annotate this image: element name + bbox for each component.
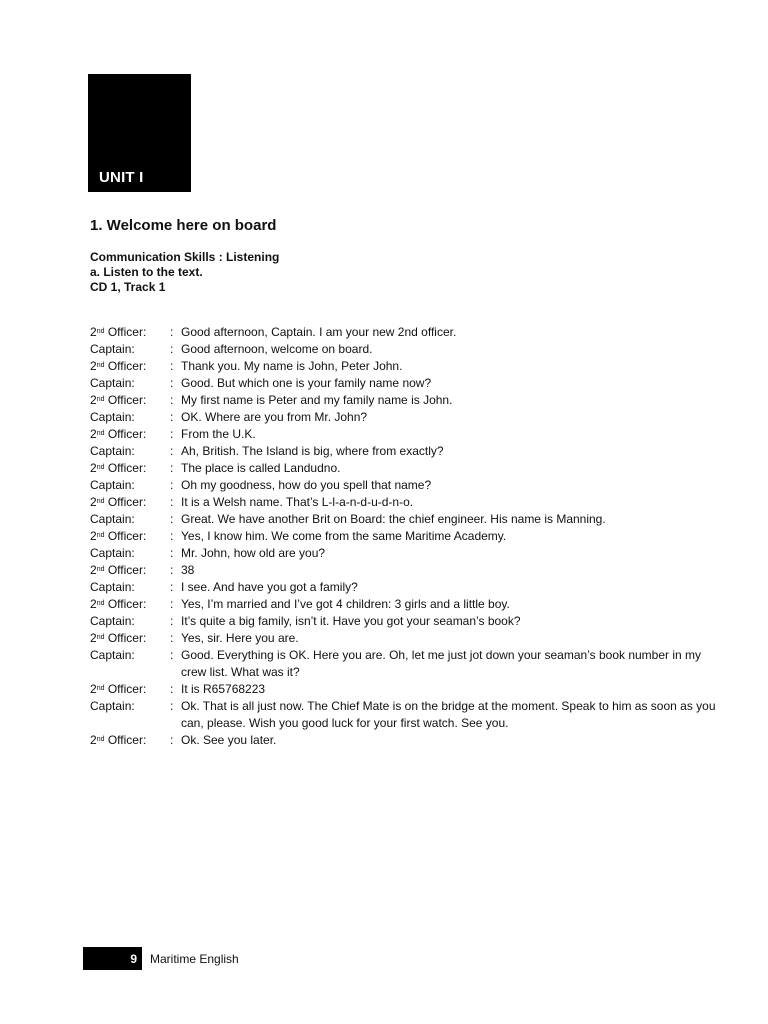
- dialogue-line: [90, 596, 720, 613]
- speaker-separator: :: [170, 325, 174, 339]
- speaker-separator: :: [170, 682, 174, 696]
- dialogue-text: Good. But which one is your family name now?: [181, 376, 432, 390]
- speaker-label: Captain:: [90, 580, 135, 594]
- dialogue-text: 38: [181, 563, 195, 577]
- dialogue-line: [90, 562, 720, 579]
- speaker-separator: :: [170, 359, 174, 373]
- speaker-separator: :: [170, 427, 174, 441]
- dialogue-text: Ok. That is all just now. The Chief Mate is on the bridge at the moment. Speak to him as soon as you can, please. Wish you good luck for your first watch. See you.: [181, 699, 716, 730]
- dialogue-text: From the U.K.: [181, 427, 256, 441]
- speaker-label: Captain:: [90, 614, 135, 628]
- dialogue-text: It is a Welsh name. That’s L-l-a-n-d-u-d-n-o.: [181, 495, 414, 509]
- dialogue-line: [90, 341, 720, 358]
- dialogue-text: Ah, British. The Island is big, where from exactly?: [181, 444, 444, 458]
- speaker-separator: :: [170, 648, 174, 662]
- unit-banner: [88, 74, 191, 192]
- dialogue-line: [90, 732, 720, 749]
- speaker-label: Captain:: [90, 444, 135, 458]
- sub-heading-communication: Communication Skills : Listening: [90, 250, 280, 264]
- speaker-separator: :: [170, 529, 174, 543]
- speaker-separator: :: [170, 546, 174, 560]
- dialogue-line: [90, 426, 720, 443]
- speaker-label: 2nd Officer:: [90, 461, 147, 475]
- dialogue-line: [90, 511, 720, 528]
- dialogue-text: Thank you. My name is John, Peter John.: [181, 359, 403, 373]
- speaker-label: 2nd Officer:: [90, 529, 147, 543]
- dialogue-text: Good. Everything is OK. Here you are. Oh, let me just jot down your seaman’s book number in my crew list. What was it?: [181, 648, 702, 679]
- speaker-label: Captain:: [90, 546, 135, 560]
- sub-heading-instruction: a. Listen to the text.: [90, 265, 203, 279]
- speaker-label: 2nd Officer:: [90, 682, 147, 696]
- speaker-separator: :: [170, 495, 174, 509]
- dialogue-line: [90, 460, 720, 477]
- speaker-separator: :: [170, 597, 174, 611]
- dialogue-text: The place is called Landudno.: [181, 461, 341, 475]
- dialogue-line: [90, 409, 720, 426]
- dialogue-line: [90, 477, 720, 494]
- speaker-label: Captain:: [90, 342, 135, 356]
- speaker-label: Captain:: [90, 648, 135, 662]
- dialogue-text: Yes, sir. Here you are.: [181, 631, 299, 645]
- dialogue-line: [90, 528, 720, 545]
- dialogue-transcript: [90, 324, 720, 749]
- sub-heading-block: [90, 250, 279, 295]
- speaker-separator: :: [170, 478, 174, 492]
- dialogue-text: Oh my goodness, how do you spell that name?: [181, 478, 432, 492]
- dialogue-line: [90, 443, 720, 460]
- speaker-label: Captain:: [90, 410, 135, 424]
- dialogue-line: [90, 681, 720, 698]
- dialogue-text: Mr. John, how old are you?: [181, 546, 326, 560]
- speaker-separator: :: [170, 444, 174, 458]
- unit-label: UNIT I: [99, 169, 144, 186]
- dialogue-text: It’s quite a big family, isn’t it. Have you got your seaman’s book?: [181, 614, 521, 628]
- speaker-separator: :: [170, 563, 174, 577]
- speaker-label: Captain:: [90, 376, 135, 390]
- speaker-separator: :: [170, 461, 174, 475]
- speaker-label: 2nd Officer:: [90, 495, 147, 509]
- speaker-separator: :: [170, 631, 174, 645]
- speaker-separator: :: [170, 393, 174, 407]
- dialogue-text: Ok. See you later.: [181, 733, 277, 747]
- dialogue-line: [90, 324, 720, 341]
- speaker-separator: :: [170, 614, 174, 628]
- speaker-label: Captain:: [90, 699, 135, 713]
- dialogue-line: [90, 698, 720, 732]
- sub-heading-track: CD 1, Track 1: [90, 280, 166, 294]
- speaker-separator: :: [170, 376, 174, 390]
- dialogue-text: I see. And have you got a family?: [181, 580, 358, 594]
- speaker-label: 2nd Officer:: [90, 393, 147, 407]
- speaker-separator: :: [170, 512, 174, 526]
- dialogue-line: [90, 647, 720, 681]
- dialogue-text: Yes, I know him. We come from the same Maritime Academy.: [181, 529, 507, 543]
- section-title: 1. Welcome here on board: [90, 217, 277, 234]
- dialogue-text: It is R65768223: [181, 682, 266, 696]
- speaker-label: Captain:: [90, 512, 135, 526]
- speaker-separator: :: [170, 410, 174, 424]
- dialogue-text: Yes, I’m married and I’ve got 4 children: 3 girls and a little boy.: [181, 597, 510, 611]
- speaker-label: 2nd Officer:: [90, 563, 147, 577]
- speaker-label: 2nd Officer:: [90, 597, 147, 611]
- dialogue-line: [90, 613, 720, 630]
- dialogue-text: Good afternoon, welcome on board.: [181, 342, 373, 356]
- dialogue-line: [90, 392, 720, 409]
- speaker-label: 2nd Officer:: [90, 427, 147, 441]
- dialogue-text: OK. Where are you from Mr. John?: [181, 410, 368, 424]
- dialogue-text: Good afternoon, Captain. I am your new 2nd officer.: [181, 325, 457, 339]
- speaker-label: 2nd Officer:: [90, 359, 147, 373]
- speaker-label: Captain:: [90, 478, 135, 492]
- dialogue-line: [90, 375, 720, 392]
- dialogue-line: [90, 579, 720, 596]
- speaker-separator: :: [170, 580, 174, 594]
- dialogue-line: [90, 494, 720, 511]
- book-title: Maritime English: [150, 951, 239, 966]
- speaker-label: 2nd Officer:: [90, 325, 147, 339]
- speaker-label: 2nd Officer:: [90, 733, 147, 747]
- dialogue-line: [90, 358, 720, 375]
- speaker-separator: :: [170, 699, 174, 713]
- dialogue-line: [90, 630, 720, 647]
- page-footer: [83, 947, 239, 970]
- dialogue-text: My first name is Peter and my family name is John.: [181, 393, 453, 407]
- dialogue-text: Great. We have another Brit on Board: the chief engineer. His name is Manning.: [181, 512, 606, 526]
- speaker-separator: :: [170, 342, 174, 356]
- speaker-separator: :: [170, 733, 174, 747]
- speaker-label: 2nd Officer:: [90, 631, 147, 645]
- page-number: 9: [83, 947, 142, 970]
- dialogue-line: [90, 545, 720, 562]
